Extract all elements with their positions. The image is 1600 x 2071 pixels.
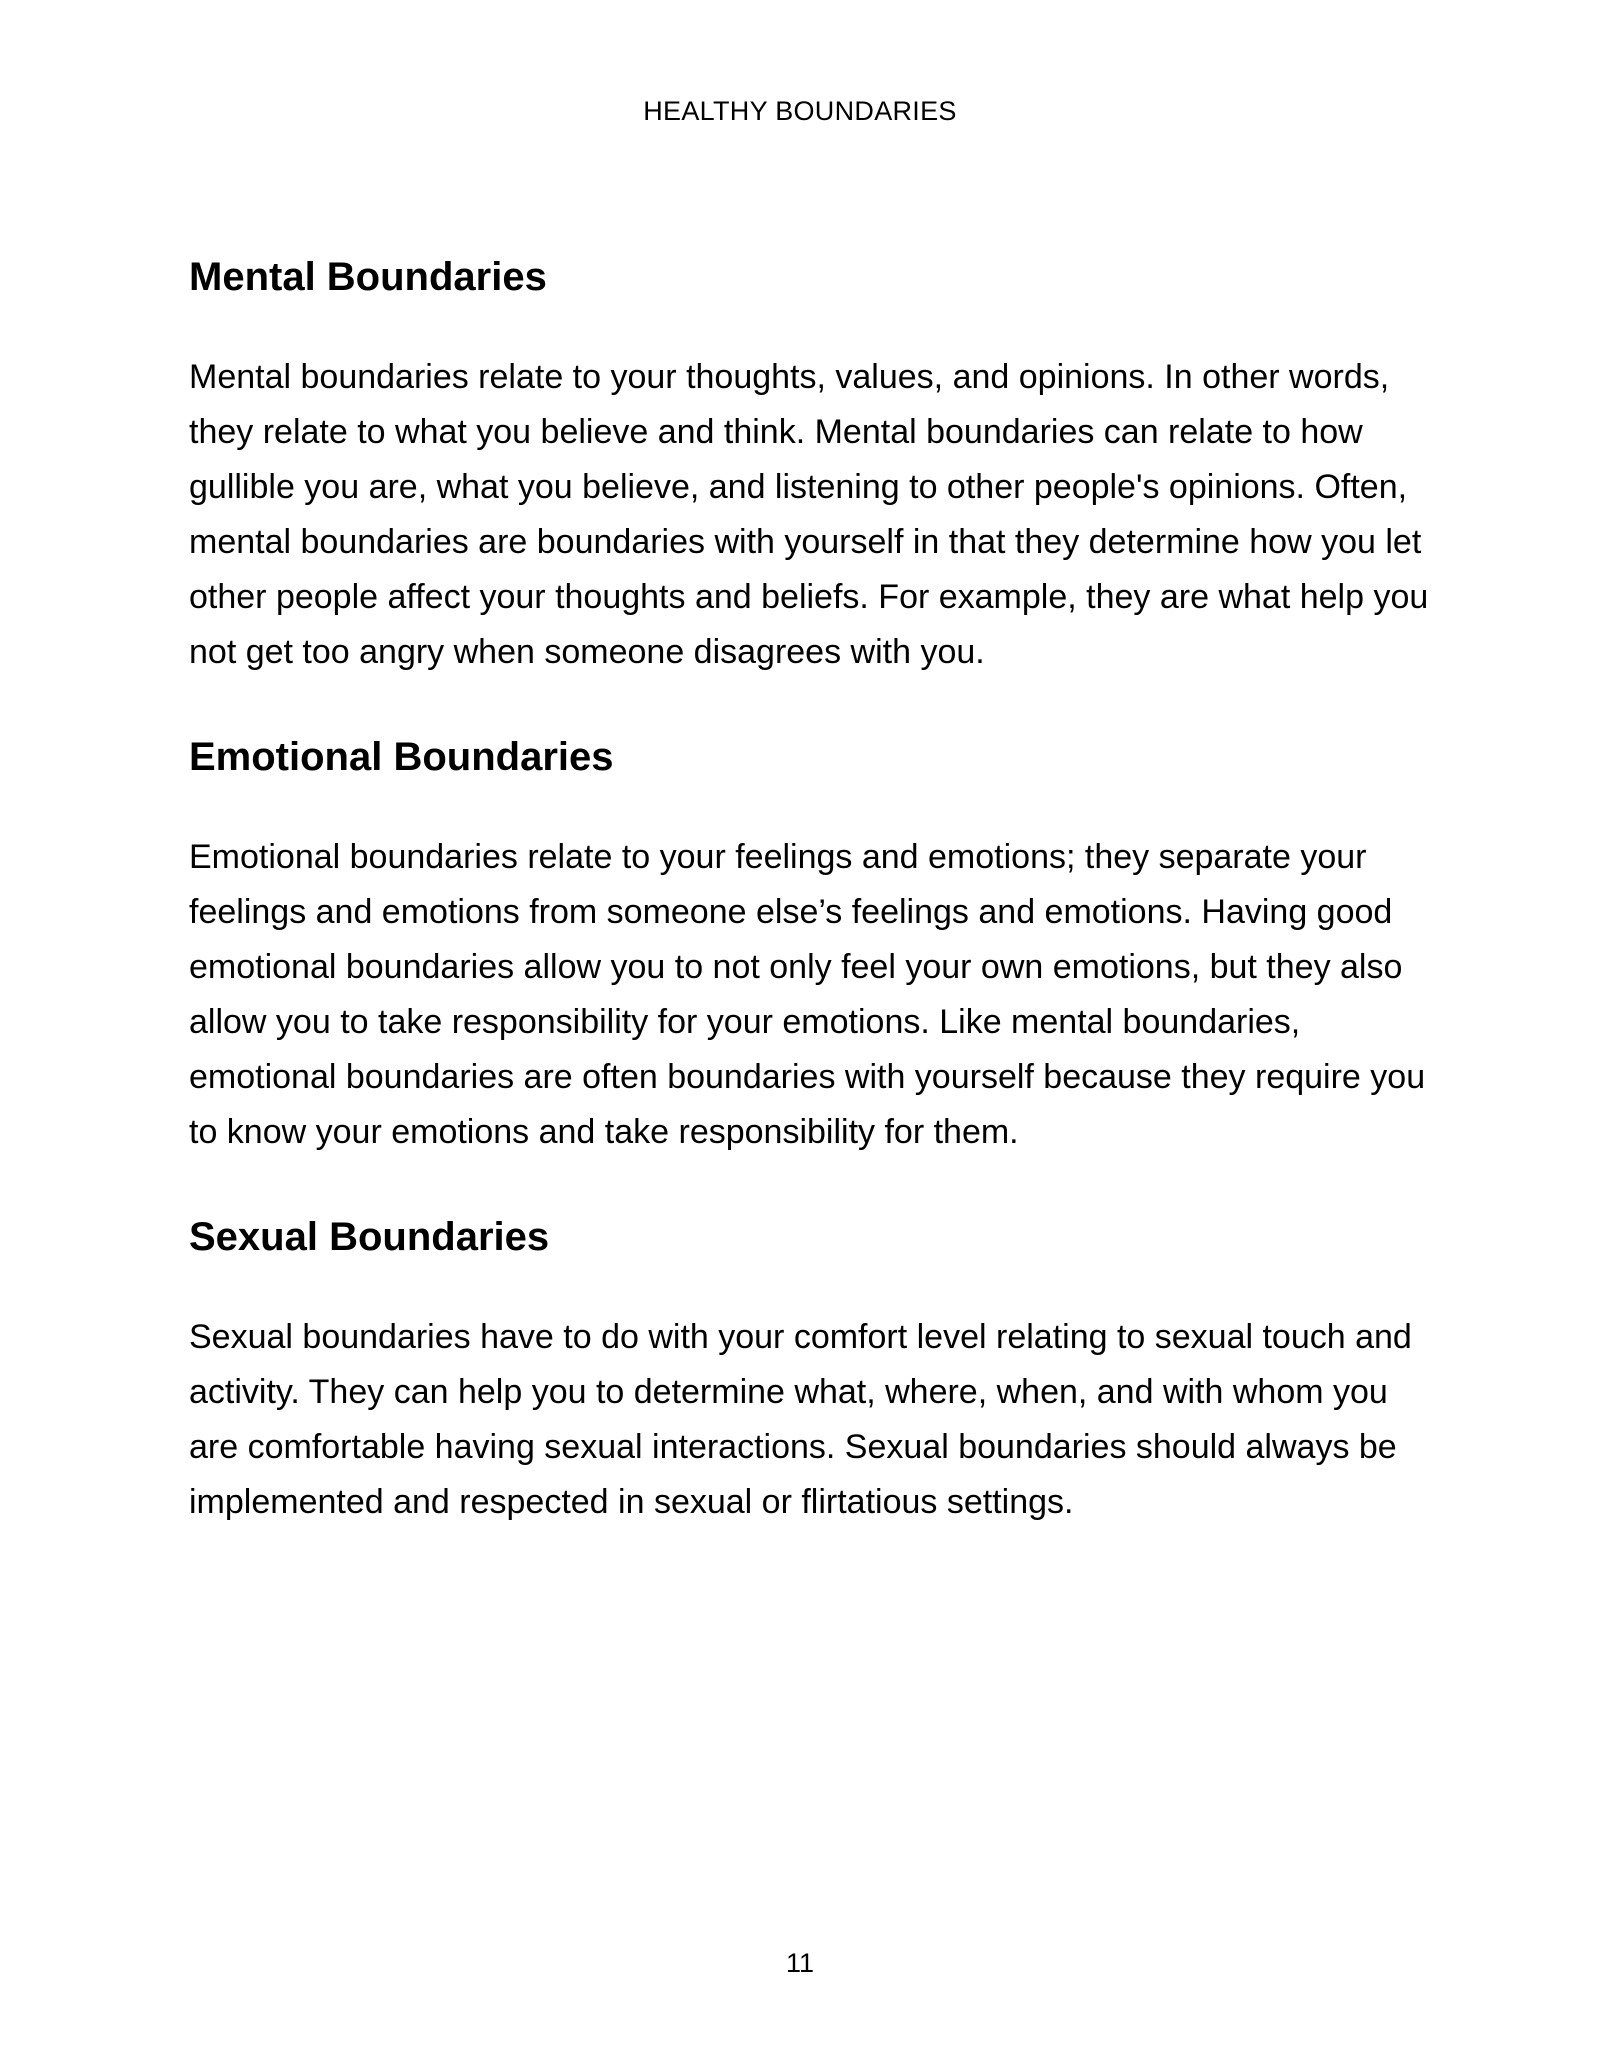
section-emotional-boundaries xyxy=(189,732,1429,1160)
section-paragraph: Emotional boundaries relate to your feelings and emotions; they separate your feelings and emotions from someone else’s feelings and emotions. Having good emotional boundaries allow you to not only feel your own emotions, but they also allow you to take responsibility for your emotions. Like mental boundaries, emotional boundaries are often boundaries with yourself because they require you to know your emotions and take responsibility for them. xyxy=(189,838,1426,1151)
section-mental-boundaries xyxy=(189,252,1429,680)
section-sexual-boundaries xyxy=(189,1212,1429,1530)
running-header: HEALTHY BOUNDARIES xyxy=(643,96,957,126)
section-heading: Mental Boundaries xyxy=(189,255,547,299)
section-paragraph: Mental boundaries relate to your thoughts, values, and opinions. In other words, they relate to what you believe and think. Mental boundaries can relate to how gullible you are, what you believe, and listening to other people's opinions. Often, mental boundaries are boundaries with yourself in that they determine how you let other people affect your thoughts and beliefs. For example, they are what help you not get too angry when someone disagrees with you. xyxy=(189,358,1429,671)
section-heading: Emotional Boundaries xyxy=(189,735,614,779)
page-content xyxy=(189,252,1429,1530)
section-heading: Sexual Boundaries xyxy=(189,1215,550,1259)
page-number: 11 xyxy=(785,1948,815,1978)
section-paragraph: Sexual boundaries have to do with your comfort level relating to sexual touch and activity. They can help you to determine what, where, when, and with whom you are comfortable having sexual interactions. Sexual boundaries should always be implemented and respected in sexual or flirtatious settings. xyxy=(189,1318,1412,1521)
